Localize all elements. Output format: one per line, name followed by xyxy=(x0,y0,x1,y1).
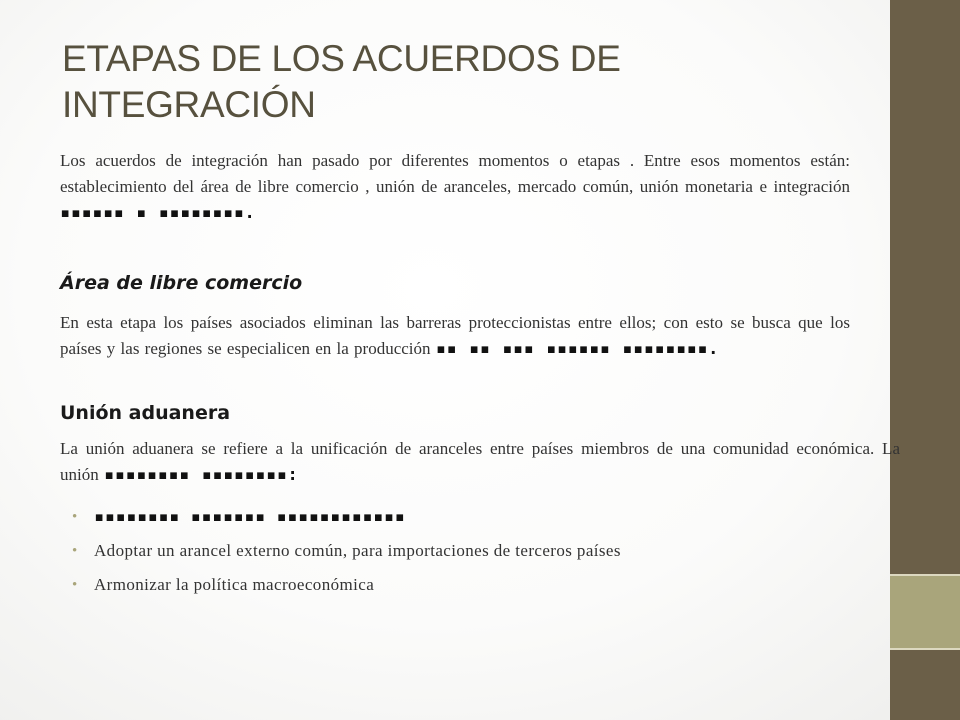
bullet-item xyxy=(70,534,870,568)
free-trade-text: En esta etapa los países asociados eliminan las barreras proteccionistas entre ellos; con esto se busca que los países y las regiones se especialicen en la producción xyxy=(60,313,850,358)
free-trade-paragraph xyxy=(60,310,850,362)
customs-union-text: La unión aduanera se refiere a la unificación de aranceles entre países miembros de una comunidad económica. La unión xyxy=(60,439,900,484)
sidebar-decoration xyxy=(890,0,960,720)
sidebar-divider xyxy=(890,648,960,650)
bullet-symbol-text: ▪▪▪▪▪▪▪▪ ▪▪▪▪▪▪▪ ▪▪▪▪▪▪▪▪▪▪▪▪ xyxy=(94,507,406,527)
bullet-text: Armonizar la política macroeconómica xyxy=(94,575,375,594)
customs-union-paragraph xyxy=(60,436,900,488)
sidebar-accent-band xyxy=(890,576,960,648)
intro-paragraph xyxy=(60,148,850,226)
intro-symbol-text: ▪▪▪▪▪▪ ▪ ▪▪▪▪▪▪▪▪. xyxy=(60,203,256,223)
section-heading-customs-union: Unión aduanera xyxy=(60,402,231,424)
bullet-dot-icon: • xyxy=(72,543,78,559)
bullet-dot-icon: • xyxy=(72,577,78,593)
slide-title: ETAPAS DE LOS ACUERDOS DE INTEGRACIÓN xyxy=(62,38,621,125)
bullet-item xyxy=(70,568,870,602)
bullet-dot-icon: • xyxy=(72,509,78,525)
free-trade-symbol-text: ▪▪ ▪▪ ▪▪▪ ▪▪▪▪▪▪ ▪▪▪▪▪▪▪▪. xyxy=(435,339,719,359)
customs-union-symbol-text: ▪▪▪▪▪▪▪▪ ▪▪▪▪▪▪▪▪: xyxy=(103,465,299,485)
bullet-text: Adoptar un arancel externo común, para importaciones de terceros países xyxy=(94,541,621,560)
section-heading-free-trade: Área de libre comercio xyxy=(60,272,303,294)
bullet-item xyxy=(70,500,870,534)
intro-text: Los acuerdos de integración han pasado por diferentes momentos o etapas . Entre esos momentos están: establecimiento del área de libre comercio , unión de aranceles, mercado común, unión monetaria e integración xyxy=(60,151,850,196)
bullet-list xyxy=(70,500,870,602)
